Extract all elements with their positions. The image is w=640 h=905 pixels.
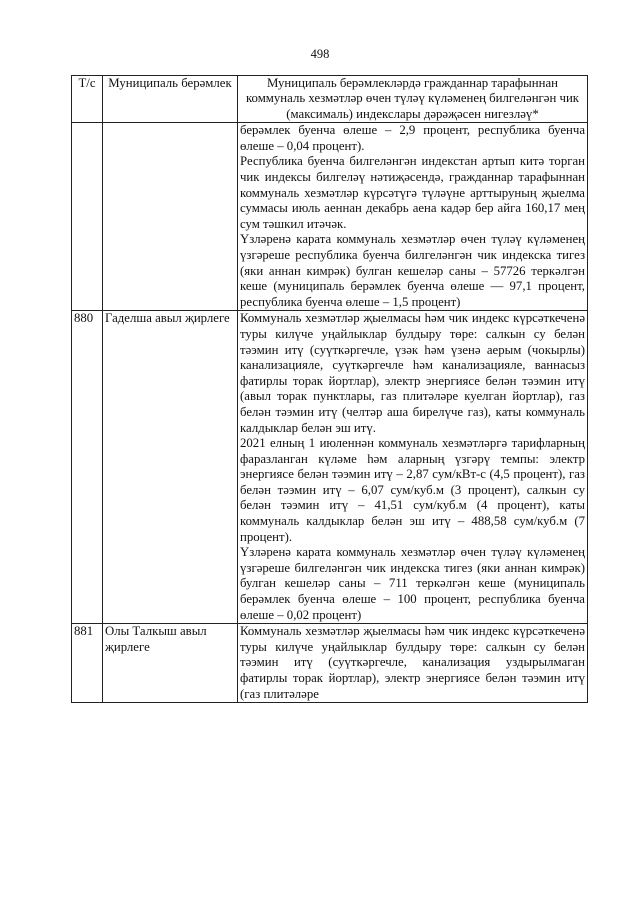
header-description: Муниципаль берәмлекләрдә гражданнар тарафыннан коммуналь хезмәтләр өчен түләү күләменең билгеләнгән чик (максималь) индекслары дәрәҗәсен нигезләү* [238,76,588,123]
row-number: 880 [72,311,103,624]
row-municipality [103,123,238,311]
table-row [72,624,588,703]
table-header-row [72,76,588,123]
row-description [238,123,588,311]
row-number [72,123,103,311]
row-municipality: Гаделша авыл җирлеге [103,311,238,624]
row-municipality: Олы Талкыш авыл җирлеге [103,624,238,703]
table-row [72,123,588,311]
tariff-table [71,75,588,703]
table-row [72,311,588,624]
paragraph: Коммуналь хезмәтләр җыелмасы һәм чик индекс күрсәткеченә туры килүче уңайлыклар булдыру төре: салкын су белән тәэмин итү (суүткәргечле, үзәк һәм үзенә аерым (чокырлы) канализацияле, суүткәргечле һәм канализацияле, ваннасыз фатирлы торак йортлар), электр энергиясе белән тәэмин итү (авыл торак пунктлары, газ плитәләре куелган йортлар), газ белән тәэмин итү (челтәр аша бирелүче газ), каты коммуналь калдыклар белән эш итү. [240,311,585,435]
header-number: Т/с [72,76,103,123]
row-description [238,311,588,624]
paragraph: 2021 елның 1 июленнән коммуналь хезмәтләргә тарифларның фаразланган күләме һәм аларның үзгәрү темпы: электр энергиясе белән тәэмин итү – 2,87 сум/кВт-с (4,5 процент), газ белән тәэмин итү – 6,07 сум/куб.м (3 процент), салкын су белән тәэмин итү – 41,51 сум/куб.м (4 процент), каты коммуналь калдыклар белән эш итү – 488,58 сум/куб.м (7 процент). [240,436,585,544]
header-municipality: Муниципаль берәмлек [103,76,238,123]
paragraph: берәмлек буенча өлеше – 2,9 процент, республика буенча өлеше – 0,04 процент). [240,123,585,153]
paragraph: Коммуналь хезмәтләр җыелмасы һәм чик индекс күрсәткеченә туры килүче уңайлыклар булдыру төре: салкын су белән тәэмин итү (суүткәргечле, канализация уздырылмаган фатирлы торак йортлар), электр энергиясе белән тәэмин итү (газ плитәләре [240,624,585,701]
paragraph: Үзләренә карата коммуналь хезмәтләр өчен түләү күләменең үзгәреше республика буенча билгеләнгән чик индекска тигез (яки аннан кимрәк) булган кешеләр саны – 57726 теркәлгән кеше (муниципаль берәмлек буенча өлеше — 97,1 процент, республика буенча өлеше – 1,5 процент) [240,232,585,309]
page-number: 498 [310,47,330,61]
row-number: 881 [72,624,103,703]
row-description [238,624,588,703]
paragraph: Республика буенча билгеләнгән индекстан артып китә торган чик индексы билгеләү нәтиҗәсендә, гражданнар тарафыннан коммуналь хезмәтләр күрсәтүгә түләүне арттыруның җыелма суммасы июль аеннан декабрь аена кадәр бер айга 160,17 мең сум тәшкил итәчәк. [240,154,585,231]
paragraph: Үзләренә карата коммуналь хезмәтләр өчен түләү күләменең үзгәреше билгеләнгән чик индекска тигез (яки аннан кимрәк) булган кешеләр саны – 711 теркәлгән кеше (муниципаль берәмлек буенча өлеше – 100 процент, республика буенча өлеше – 0,02 процент) [240,545,585,622]
